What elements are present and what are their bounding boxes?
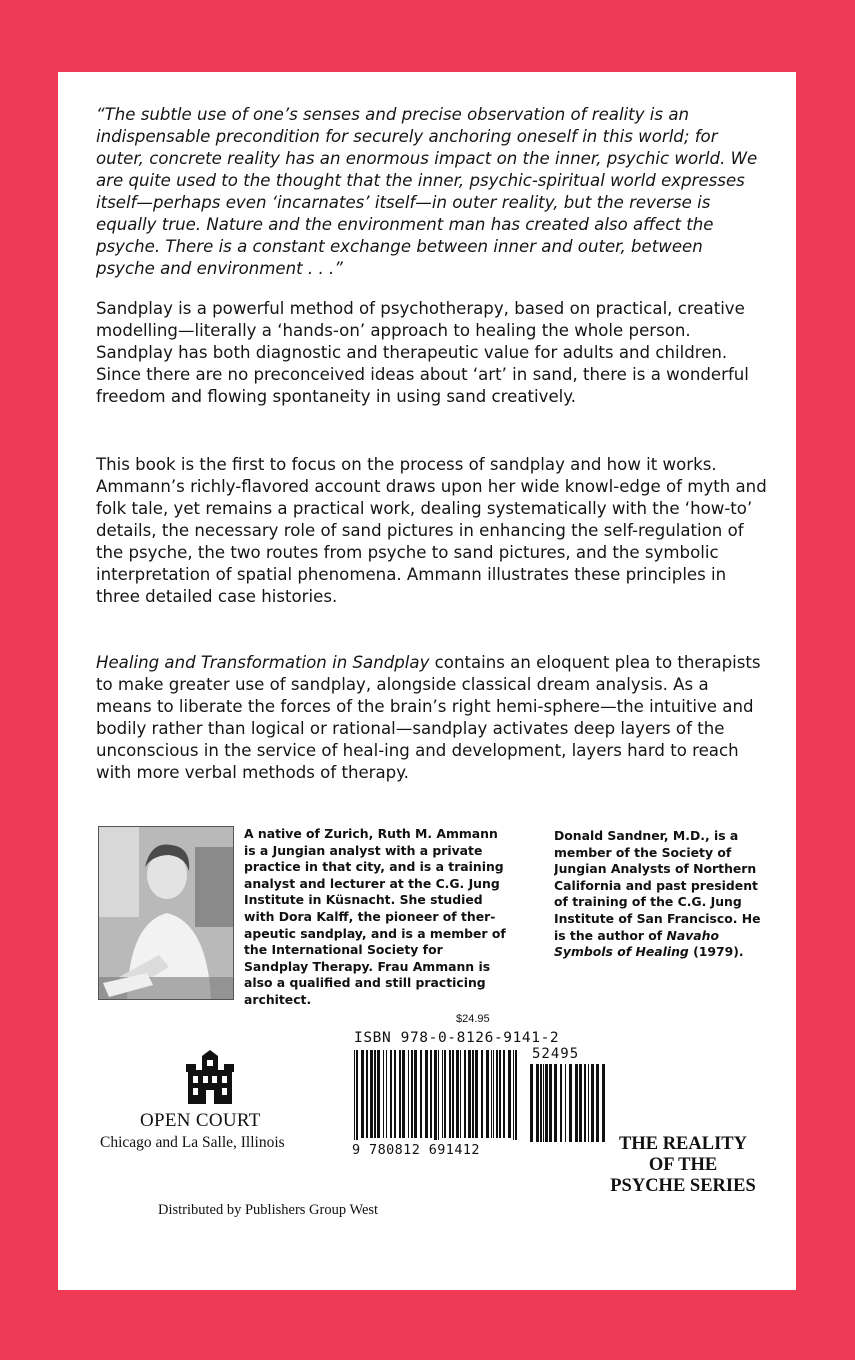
barcode-bar bbox=[499, 1050, 501, 1138]
barcode-bar bbox=[377, 1050, 380, 1138]
paragraph-3-text: contains an eloquent plea to therapists to make greater use of sandplay, alongside classical dream analysis. As a means to liberate the forces of the brain’s right hemi-sphere—the intuitive and bodily rather than logical or rational—sandplay activates deep layers of the unconscious in the service of heal-ing and development, layers hard to reach with more verbal methods of therapy. bbox=[96, 653, 761, 782]
barcode-bar bbox=[591, 1064, 594, 1142]
isbn-barcode bbox=[352, 1050, 520, 1140]
barcode-bar bbox=[456, 1050, 459, 1138]
barcode-bar bbox=[543, 1064, 544, 1142]
publisher-location: Chicago and La Salle, Illinois bbox=[100, 1134, 285, 1151]
price-label: $24.95 bbox=[456, 1013, 490, 1025]
barcode-bar bbox=[452, 1050, 454, 1138]
barcode-bar bbox=[402, 1050, 405, 1138]
barcode-bar bbox=[496, 1050, 498, 1138]
castle-logo-icon bbox=[184, 1050, 236, 1104]
barcode-bar bbox=[503, 1050, 505, 1138]
barcode-bar bbox=[464, 1050, 466, 1138]
barcode-bar bbox=[449, 1050, 451, 1138]
barcode-bar bbox=[444, 1050, 446, 1138]
barcode-bar bbox=[356, 1050, 358, 1140]
barcode-bar bbox=[460, 1050, 461, 1138]
isbn-label: ISBN 978-0-8126-9141-2 bbox=[354, 1030, 560, 1046]
barcode-bar bbox=[475, 1050, 478, 1138]
description-paragraph-3 bbox=[96, 652, 768, 784]
barcode-bar bbox=[588, 1064, 589, 1142]
barcode-bar bbox=[366, 1050, 368, 1138]
barcode-bar bbox=[399, 1050, 401, 1138]
barcode-bar bbox=[408, 1050, 409, 1138]
back-cover-panel bbox=[58, 72, 796, 1290]
series-line-2: OF THE bbox=[648, 1155, 718, 1175]
barcode-bar bbox=[438, 1050, 439, 1140]
barcode-addon-digits: 52495 bbox=[532, 1046, 580, 1062]
barcode-bar bbox=[549, 1064, 552, 1142]
foreword-author-bio bbox=[554, 828, 768, 961]
barcode-bar bbox=[414, 1050, 417, 1138]
barcode-bar bbox=[370, 1050, 373, 1138]
publisher-name: OPEN COURT bbox=[140, 1110, 261, 1131]
ean-digits: 9 780812 691412 bbox=[352, 1142, 480, 1158]
barcode-bar bbox=[394, 1050, 396, 1138]
barcode-bar bbox=[536, 1064, 539, 1142]
barcode-bar bbox=[468, 1050, 471, 1138]
barcode-bar bbox=[579, 1064, 582, 1142]
barcode-bar bbox=[493, 1050, 494, 1138]
author-photo bbox=[98, 826, 234, 1000]
barcode-bar bbox=[513, 1050, 514, 1140]
description-paragraph-2: This book is the first to focus on the process of sandplay and how it works. Ammann’s richly-flavored account draws upon her wide knowl-edge of myth and folk tale, yet remains a practical work, dealing systematically with the ‘how-to’ details, the necessary role of sand pictures in enhancing the self-regulation of the psyche, the two routes from psyche to sand pictures, and the symbolic interpretation of spatial phenomena. Ammann illustrates these principles in three detailed case histories. bbox=[96, 455, 767, 606]
barcode-bar bbox=[390, 1050, 392, 1138]
barcode-bar bbox=[386, 1050, 387, 1138]
barcode-bar bbox=[554, 1064, 557, 1142]
barcode-bar bbox=[425, 1050, 428, 1138]
book-title: Healing and Transformation in Sandplay bbox=[96, 653, 430, 672]
epigraph-quote: “The subtle use of one’s senses and precise observation of reality is an indispensable precondition for securely anchoring oneself in this world; for outer, concrete reality has an enormous impact on the inner, psychic world. We are quite used to the thought that the inner, psychic-spiritual world expresses itself—perhaps even ‘incarnates’ itself—in outer reality, but the reverse is equally true. Nature and the environment man has created also affect the psyche. There is a constant exchange between inner and outer, between psyche and environment . . .” bbox=[96, 105, 758, 278]
author-bio: A native of Zurich, Ruth M. Ammann is a Jungian analyst with a private practice in that city, and is a training analyst and lecturer at the C.G. Jung Institute in Küsnacht. She studied with Dora Kalff, the pioneer of ther-apeutic sandplay, and is a member of the International Society for Sandplay Therapy. Frau Ammann is also a qualified and still practicing architect. bbox=[244, 826, 506, 1007]
barcode-bar bbox=[491, 1050, 492, 1138]
barcode-bar bbox=[560, 1064, 562, 1142]
barcode-bar bbox=[354, 1050, 355, 1140]
barcode-bar bbox=[515, 1050, 517, 1140]
series-line-3: PSYCHE SERIES bbox=[610, 1176, 756, 1196]
barcode-bar bbox=[602, 1064, 605, 1142]
barcode-bar bbox=[530, 1064, 533, 1142]
barcode-bar bbox=[374, 1050, 376, 1138]
barcode-bar bbox=[540, 1064, 542, 1142]
barcode-bar bbox=[565, 1064, 566, 1142]
barcode-bar bbox=[361, 1050, 364, 1138]
barcode-bar bbox=[584, 1064, 586, 1142]
barcode-bar bbox=[508, 1050, 511, 1138]
barcode-bar bbox=[434, 1050, 437, 1140]
barcode-bar bbox=[545, 1064, 548, 1142]
barcode-bar bbox=[411, 1050, 413, 1138]
foreword-bio-suffix: (1979). bbox=[688, 944, 744, 960]
barcode-bar bbox=[383, 1050, 384, 1138]
barcode-bar bbox=[481, 1050, 483, 1138]
barcode-bar bbox=[430, 1050, 432, 1138]
barcode-bar bbox=[442, 1050, 443, 1138]
barcode-bar bbox=[420, 1050, 422, 1138]
series-line-1: THE REALITY bbox=[619, 1134, 747, 1154]
foreword-book-title: Navaho Symbols of Healing bbox=[554, 927, 719, 960]
barcode-bar bbox=[472, 1050, 474, 1138]
description-paragraph-1: Sandplay is a powerful method of psychotherapy, based on practical, creative modelling—literally a ‘hands-on’ approach to healing the whole person. Sandplay has both diagnostic and therapeutic value for adults and children. Since there are no preconceived ideas about ‘art’ in sand, there is a wonderful freedom and flowing spontaneity in using sand creatively. bbox=[96, 299, 749, 406]
foreword-bio-text: Donald Sandner, M.D., is a member of the Society of Jungian Analysts of Northern California and past president of training of the C.G. Jung Institute of San Francisco. He is the author of bbox=[554, 828, 761, 943]
barcode-bar bbox=[486, 1050, 489, 1138]
barcode-bar bbox=[596, 1064, 599, 1142]
barcode-bar bbox=[569, 1064, 572, 1142]
barcode-bar bbox=[575, 1064, 578, 1142]
distributor-note: Distributed by Publishers Group West bbox=[158, 1202, 379, 1218]
series-title bbox=[598, 1134, 768, 1197]
price-addon-barcode bbox=[528, 1064, 608, 1142]
